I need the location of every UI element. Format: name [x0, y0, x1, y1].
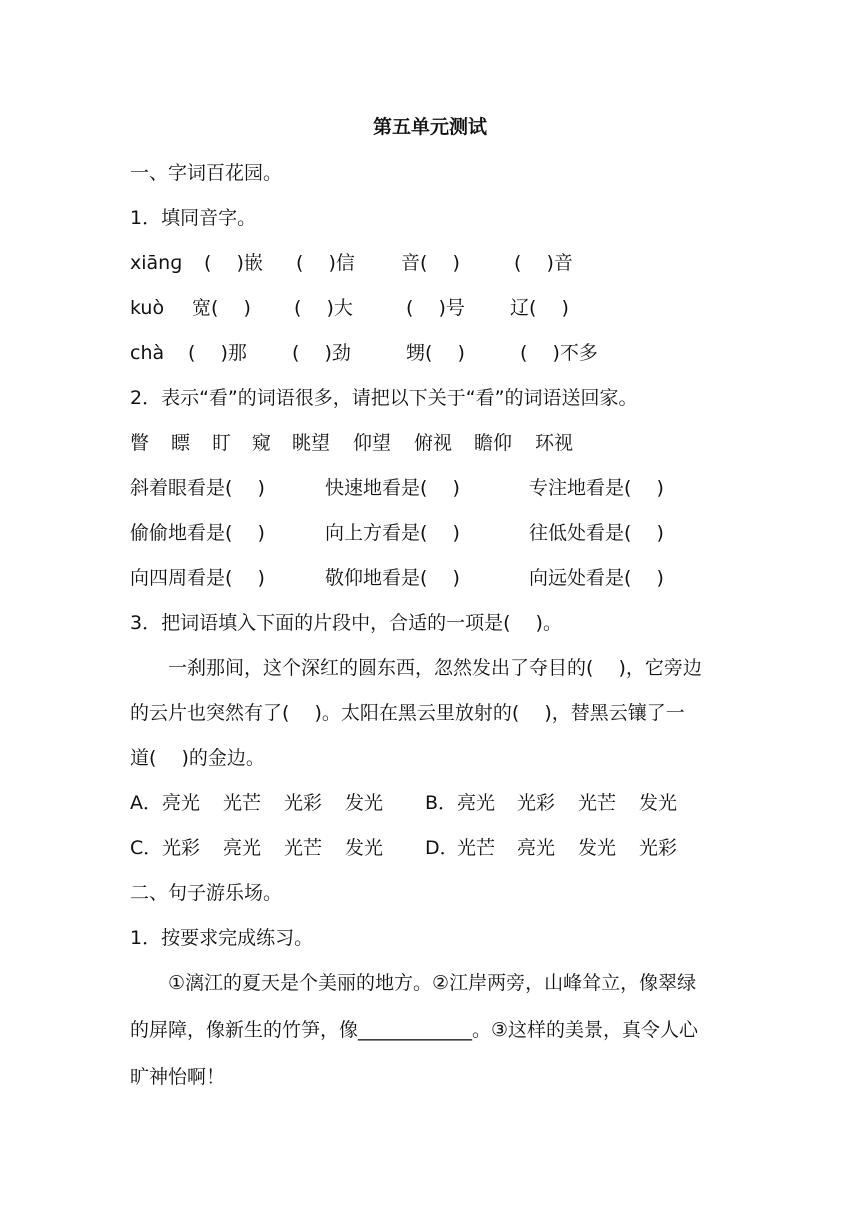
section-2-question-1-label: 1．按要求完成练习。 — [130, 927, 314, 949]
passage-line: 的屏障，像新生的竹笋，像____________。③这样的美景，真令人心 — [130, 1019, 699, 1041]
blank-item: 专注地看是( ) — [529, 477, 664, 499]
passage-line: 的云片也突然有了( )。太阳在黑云里放射的( )，替黑云镶了一 — [130, 702, 685, 724]
blank-item: ( )嵌 — [204, 252, 263, 274]
option-word: 发光 — [578, 837, 617, 859]
blank-item: ( )不多 — [520, 342, 598, 364]
blank-item: ( )那 — [188, 342, 247, 364]
blank-item: ( )音 — [514, 252, 573, 274]
word-bank-item: 俯视 — [414, 432, 453, 454]
question-2-label: 2．表示“看”的词语很多，请把以下关于“看”的词语送回家。 — [130, 387, 638, 409]
passage-line: 一刹那间，这个深红的圆东西，忽然发出了夺目的( )，它旁边 — [168, 657, 702, 679]
option-letter: A． — [130, 792, 162, 814]
blank-item: 斜着眼看是( ) — [130, 477, 265, 499]
passage-line: ①漓江的夏天是个美丽的地方。②江岸两旁，山峰耸立，像翠绿 — [168, 972, 697, 994]
option-word: 光彩 — [517, 792, 556, 814]
option-letter: B． — [425, 792, 458, 814]
option-word: 发光 — [639, 792, 678, 814]
option-word: 光芒 — [457, 837, 496, 859]
option-word: 光彩 — [284, 792, 323, 814]
page-title: 第五单元测试 — [372, 116, 487, 138]
blank-item: ( )号 — [406, 297, 465, 319]
blank-item: 往低处看是( ) — [529, 522, 664, 544]
option-word: 光彩 — [162, 837, 201, 859]
option-word: 亮光 — [457, 792, 496, 814]
word-bank-item: 环视 — [535, 432, 574, 454]
option-word: 亮光 — [162, 792, 201, 814]
blank-item: 宽( ) — [192, 297, 251, 319]
word-bank-item: 瞥 — [130, 432, 150, 454]
option-word: 光芒 — [284, 837, 323, 859]
option-word: 光彩 — [639, 837, 678, 859]
pinyin: xiānɡ — [130, 252, 183, 274]
word-bank-item: 窥 — [252, 432, 272, 454]
word-bank-item: 瞻仰 — [474, 432, 513, 454]
blank-item: 向远处看是( ) — [529, 567, 664, 589]
blank-item: 辽( ) — [510, 297, 569, 319]
blank-item: 偷偷地看是( ) — [130, 522, 265, 544]
option-letter: C． — [130, 837, 163, 859]
section-2-heading: 二、句子游乐场。 — [130, 882, 283, 904]
option-word: 发光 — [345, 792, 384, 814]
option-letter: D． — [425, 837, 459, 859]
pinyin: kuò — [130, 297, 165, 319]
blank-item: 敬仰地看是( ) — [325, 567, 460, 589]
blank-item: ( )信 — [296, 252, 355, 274]
option-word: 亮光 — [223, 837, 262, 859]
word-bank-item: 仰望 — [353, 432, 392, 454]
passage-line: 旷神怡啊！ — [130, 1066, 226, 1088]
section-1-heading: 一、字词百花园。 — [130, 162, 283, 184]
blank-item: ( )大 — [294, 297, 353, 319]
question-3-label: 3．把词语填入下面的片段中，合适的一项是( )。 — [130, 612, 562, 634]
word-bank-item: 盯 — [212, 432, 232, 454]
blank-item: 快速地看是( ) — [325, 477, 460, 499]
pinyin: chà — [130, 342, 165, 364]
blank-item: ( )劲 — [292, 342, 351, 364]
word-bank-item: 瞟 — [171, 432, 191, 454]
option-word: 光芒 — [223, 792, 262, 814]
blank-item: 甥( ) — [406, 342, 465, 364]
option-word: 亮光 — [517, 837, 556, 859]
option-word: 光芒 — [578, 792, 617, 814]
question-1-label: 1．填同音字。 — [130, 207, 257, 229]
option-word: 发光 — [345, 837, 384, 859]
blank-item: 音( ) — [401, 252, 460, 274]
blank-item: 向上方看是( ) — [325, 522, 460, 544]
passage-line: 道( )的金边。 — [130, 747, 265, 769]
word-bank-item: 眺望 — [292, 432, 331, 454]
blank-item: 向四周看是( ) — [130, 567, 265, 589]
